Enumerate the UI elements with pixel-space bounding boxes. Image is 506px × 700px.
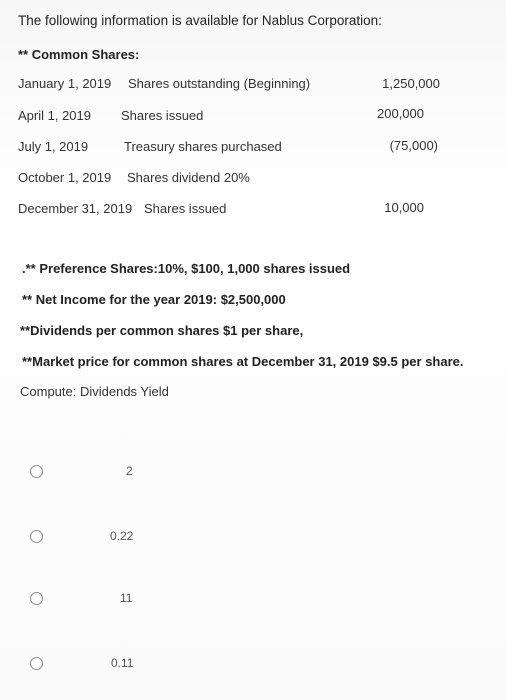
radio-button[interactable] (30, 657, 43, 670)
note-net-income: ** Net Income for the year 2019: $2,500,000 (22, 292, 286, 307)
row-value: (75,000) (389, 138, 438, 153)
radio-button[interactable] (30, 530, 43, 543)
option-label: 0.11 (111, 656, 134, 670)
option-label: 11 (120, 591, 133, 605)
row-date: January 1, 2019 (18, 76, 112, 91)
answer-option[interactable] (20, 585, 480, 615)
answer-option[interactable] (20, 650, 480, 680)
row-date: April 1, 2019 (18, 108, 91, 123)
row-description: Treasury shares purchased (124, 139, 282, 154)
row-date: October 1, 2019 (18, 170, 112, 185)
note-preference-shares: .** Preference Shares:10%, $100, 1,000 shares issued (22, 261, 351, 276)
answer-option[interactable] (20, 523, 480, 553)
row-value: 200,000 (377, 106, 424, 121)
radio-button[interactable] (30, 592, 43, 605)
row-description: Shares dividend 20% (127, 170, 250, 185)
row-description: Shares issued (121, 108, 204, 123)
question-text: Compute: Dividends Yield (20, 384, 169, 399)
option-label: 2 (126, 464, 133, 478)
radio-button[interactable] (30, 465, 43, 478)
row-description: Shares issued (144, 201, 227, 216)
row-description: Shares outstanding (Beginning) (128, 76, 311, 91)
row-date: July 1, 2019 (18, 139, 89, 154)
row-date: December 31, 2019 (18, 201, 133, 216)
row-value: 10,000 (384, 200, 424, 215)
note-market-price: **Market price for common shares at December 31, 2019 $9.5 per share. (22, 354, 464, 369)
row-value: 1,250,000 (382, 76, 440, 91)
note-dividends-per-share: **Dividends per common shares $1 per share, (20, 323, 304, 338)
answer-option[interactable] (20, 458, 480, 488)
common-shares-heading: ** Common Shares: (18, 47, 140, 62)
intro-text: The following information is available for Nablus Corporation: (18, 13, 382, 28)
option-label: 0.22 (110, 529, 134, 543)
